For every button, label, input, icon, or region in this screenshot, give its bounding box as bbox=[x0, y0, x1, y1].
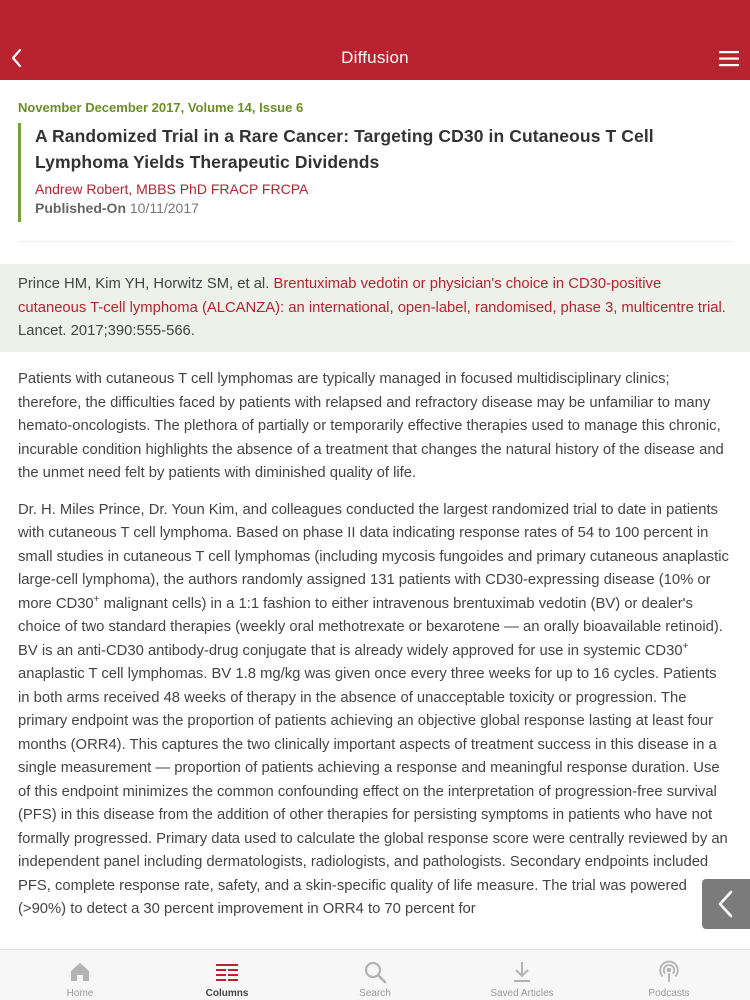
published-label: Published-On bbox=[35, 200, 126, 216]
hamburger-menu-icon bbox=[716, 46, 742, 72]
published-info bbox=[35, 199, 728, 217]
tab-columns-label: Columns bbox=[205, 988, 249, 999]
paragraph-2-part-2: malignant cells) in a 1:1 fashion to either intravenous brentuximab vedotin (BV) or dealer's choice of two standard therapies (weekly oral methotrexate or bexarotene — an orally bioavailable retinoid). BV is an anti-CD30 antibody-drug conjugate that is already widely approved for use in systemic CD30 bbox=[18, 595, 723, 659]
issue-info: November December 2017, Volume 14, Issue 6 bbox=[18, 100, 304, 115]
app-title: Diffusion bbox=[341, 48, 409, 67]
top-app-bar bbox=[0, 0, 750, 80]
search-icon bbox=[363, 960, 387, 984]
columns-icon bbox=[215, 960, 239, 984]
tab-search-label: Search bbox=[359, 988, 391, 999]
body-paragraph-2 bbox=[18, 499, 732, 922]
tab-home-label: Home bbox=[66, 988, 94, 999]
author-link[interactable]: Andrew Robert, MBBS PhD FRACP FRCPA bbox=[35, 181, 309, 197]
tab-podcasts-label: Podcasts bbox=[648, 988, 690, 999]
paragraph-2-part-3: anaplastic T cell lymphomas. BV 1.8 mg/kg was given once every three weeks for up to 16 cycles. Patients in both arms received 48 weeks of therapy in the absence of unacceptable toxicity or progression. The primary endpoint was the proportion of patients achieving an objective global response lasting at least four months (ORR4). This captures the two clinically important aspects of treatment success in this disease in a single measurement — proportion of patients achieving a response and meaningful response duration. Use of this endpoint minimizes the common confounding effect on the interpretation of progression-free survival (PFS) in this disease from the addition of other therapies for persisting symptoms in patients who have not formally progressed. Primary data used to calculate the global response score were centrally reviewed by an independent panel including dermatologists, radiologists, and pathologists. Secondary endpoints included PFS, complete response rate, safety, and a skin-specific quality of life measure. The trial was powered (>90%) to detect a 30 percent improvement in ORR4 to 70 percent for bbox=[18, 666, 728, 917]
citation-source: Lancet. 2017;390:555-566. bbox=[18, 323, 195, 339]
tab-search[interactable] bbox=[300, 950, 450, 1000]
tab-home[interactable] bbox=[5, 950, 155, 1000]
side-drawer-handle[interactable] bbox=[702, 879, 750, 929]
body-paragraph-1: Patients with cutaneous T cell lymphomas are typically managed in focused multidisciplinary clinics; therefore, the difficulties faced by patients with relapsed and refractory disease may be unfamiliar to many hemato-oncologists. The plethora of partially or temporarily effective therapies used to manage this chronic, incurable condition highlights the absence of a treatment that changes the natural history of the disease and the unmet need felt by patients with diminished quality of life. bbox=[18, 371, 724, 481]
superscript-plus: + bbox=[682, 640, 689, 652]
published-date: 10/11/2017 bbox=[129, 200, 199, 216]
tab-columns[interactable] bbox=[152, 950, 302, 1000]
bottom-tab-bar bbox=[0, 949, 750, 1000]
tab-saved-articles[interactable] bbox=[447, 950, 597, 1000]
tab-podcasts[interactable] bbox=[594, 950, 744, 1000]
home-icon bbox=[68, 960, 92, 984]
citation-box bbox=[0, 264, 750, 352]
chevron-left-icon bbox=[702, 879, 750, 929]
download-icon bbox=[510, 960, 534, 984]
citation-authors: Prince HM, Kim YH, Horwitz SM, et al. bbox=[18, 276, 270, 292]
tab-saved-articles-label: Saved Articles bbox=[490, 988, 554, 999]
citation-title-link[interactable]: Brentuximab vedotin or physician's choice in CD30-positive cutaneous T-cell lymphoma (ALCANZA): an international, open-label, randomised, phase 3, multicentre trial. bbox=[18, 276, 726, 316]
superscript-plus: + bbox=[93, 593, 100, 605]
podcast-icon bbox=[657, 960, 681, 984]
article-title: A Randomized Trial in a Rare Cancer: Targeting CD30 in Cutaneous T Cell Lymphoma Yields Therapeutic Dividends bbox=[35, 126, 654, 172]
header-divider bbox=[18, 241, 732, 242]
article-body bbox=[18, 368, 732, 935]
menu-button[interactable] bbox=[716, 46, 742, 72]
paragraph-2-part-1: Dr. H. Miles Prince, Dr. Youn Kim, and colleagues conducted the largest randomized trial to date in patients with cutaneous T cell lymphoma. Based on phase II data indicating response rates of 54 to 100 percent in small studies in cutaneous T cell lymphomas (including mycosis fungoides and primary cutaneous anaplastic large-cell lymphoma), the authors randomly assigned 131 patients with CD30-expressing disease (10% or more CD30 bbox=[18, 501, 729, 612]
article-header bbox=[18, 123, 728, 222]
